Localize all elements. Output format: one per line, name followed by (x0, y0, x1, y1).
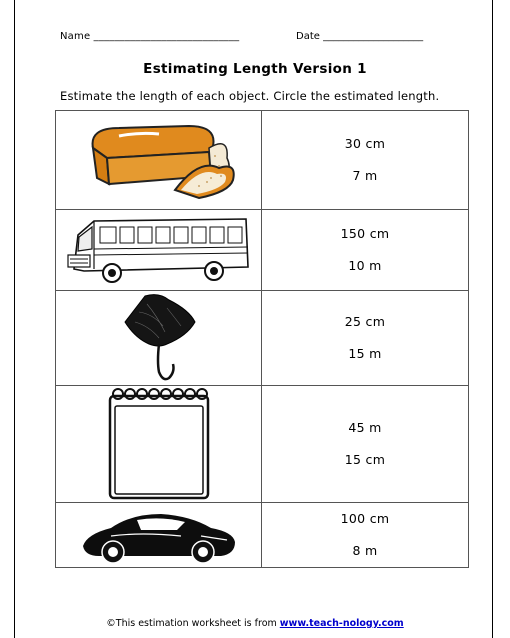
name-field-label: Name ____________________________ (60, 31, 240, 42)
options-cell (262, 503, 469, 568)
table-row (56, 210, 469, 291)
option-a[interactable]: 45 m (348, 420, 382, 435)
picture-cell (56, 111, 262, 210)
option-b[interactable]: 8 m (352, 543, 378, 558)
option-a[interactable]: 100 cm (340, 511, 390, 526)
stingray-icon (119, 292, 199, 384)
option-b[interactable]: 10 m (348, 258, 382, 273)
footer-text: ©This estimation worksheet is from (106, 618, 280, 629)
sports-car-icon (81, 506, 237, 564)
picture-cell (56, 210, 262, 291)
date-field-label: Date ____________________ (296, 31, 424, 42)
option-b[interactable]: 15 m (348, 346, 382, 361)
picture-cell (56, 291, 262, 386)
bread-icon (79, 118, 239, 202)
table-row (56, 503, 469, 568)
instructions: Estimate the length of each object. Circle the estimated length. (60, 89, 440, 103)
table-row (56, 111, 469, 210)
option-a[interactable]: 25 cm (344, 314, 386, 329)
table-row (56, 386, 469, 503)
option-a[interactable]: 30 cm (344, 136, 386, 151)
options-cell (262, 111, 469, 210)
bus-icon (64, 215, 254, 285)
option-a[interactable]: 150 cm (340, 226, 390, 241)
estimation-table (55, 110, 469, 568)
option-b[interactable]: 7 m (352, 168, 378, 183)
notepad-icon (104, 386, 214, 502)
option-b[interactable]: 15 cm (344, 452, 386, 467)
picture-cell (56, 386, 262, 503)
footer-link[interactable]: www.teach-nology.com (279, 618, 404, 629)
worksheet-title: Estimating Length Version 1 (143, 61, 367, 77)
table-row (56, 291, 469, 386)
options-cell (262, 210, 469, 291)
options-cell (262, 291, 469, 386)
footer (0, 618, 510, 629)
options-cell (262, 386, 469, 503)
picture-cell (56, 503, 262, 568)
